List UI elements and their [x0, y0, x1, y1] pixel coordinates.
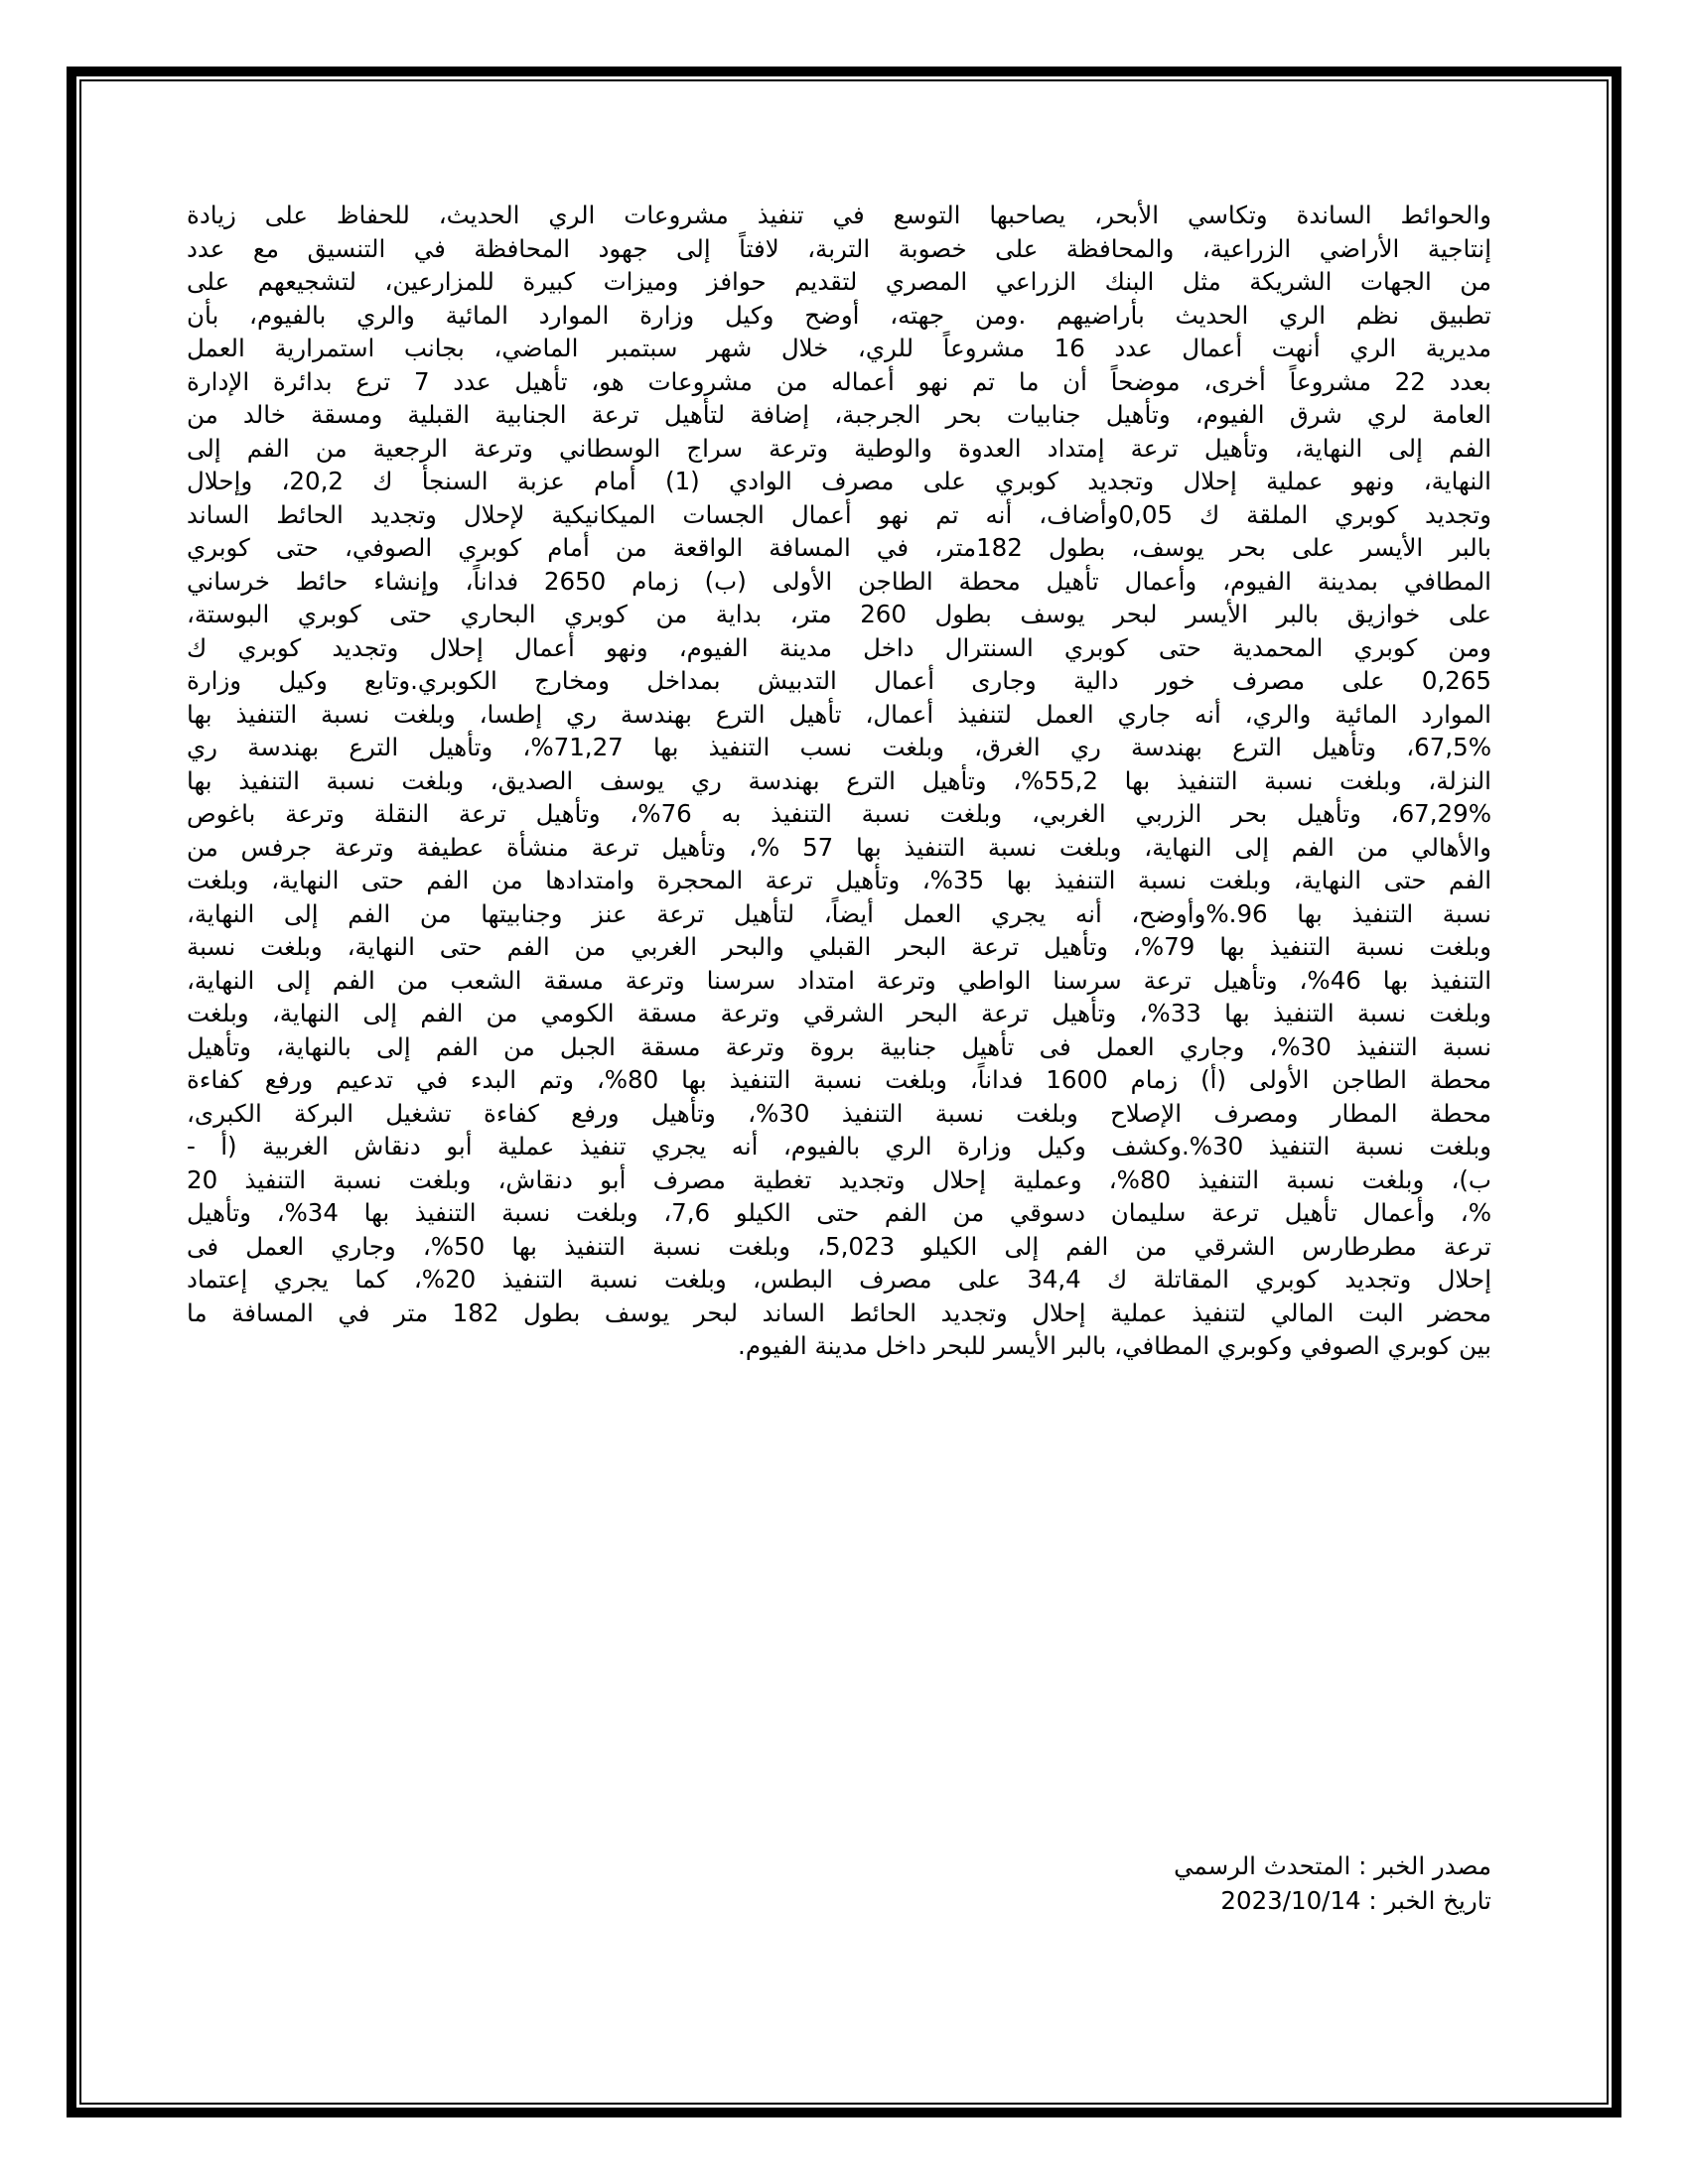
body-line: النزلة، وبلغت نسبة التنفيذ بها 55,2%، وتأهيل الترع بهندسة ري يوسف الصديق، وبلغت نسبة التنفيذ بها — [187, 765, 1491, 795]
body-line: إنتاجية الأراضي الزراعية، والمحافظة على خصوبة التربة، لافتاً إلى جهود المحافظة في التنسيق مع عدد — [187, 233, 1491, 263]
news-source: مصدر الخبر : المتحدث الرسمي — [1174, 1851, 1491, 1880]
body-line: ترعة مطرطارس الشرقي من الفم إلى الكيلو 5,023، وبلغت نسبة التنفيذ بها 50%، وجاري العمل فى — [187, 1231, 1491, 1261]
body-line: وبلغت نسبة التنفيذ 30%.وكشف وكيل وزارة الري بالفيوم، أنه يجري تنفيذ عملية أبو دنقاش الغربية (أ - — [187, 1132, 1491, 1160]
body-line: التنفيذ بها 46%، وتأهيل ترعة سرسنا الواطي وترعة امتداد سرسنا وترعة مسقة الشعب من الفم إلى النهاية، — [187, 965, 1492, 995]
body-line: والأهالي من الفم إلى النهاية، وبلغت نسبة التنفيذ بها 57 %، وتأهيل ترعة منشأة عطيفة وترعة جرفس من — [187, 832, 1491, 862]
body-line: إحلال وتجديد كوبري المقاتلة ك 34,4 على مصرف البطس، وبلغت نسبة التنفيذ 20%، كما يجري إعتماد — [187, 1265, 1492, 1294]
body-line: 67,29%، وتأهيل بحر الزربي الغربي، وبلغت نسبة التنفيذ به 76%، وتأهيل ترعة النقلة وترعة باغوص — [187, 799, 1491, 828]
body-line: محطة الطاجن الأولى (أ) زمام 1600 فداناً، وبلغت نسبة التنفيذ بها 80%، وتم البدء في تدعيم ورفع كفاءة — [187, 1065, 1492, 1094]
body-line: الفم إلى النهاية، وتأهيل ترعة إمتداد العدوة والوطية وترعة سراج الوسطاني وترعة الرجعية من الفم إلى — [187, 433, 1491, 463]
body-line: محطة المطار ومصرف الإصلاح وبلغت نسبة التنفيذ 30%، وتأهيل ورفع كفاءة تشغيل البركة الكبرى، — [187, 1098, 1491, 1128]
body-line: الموارد المائية والري، أنه جاري العمل لتنفيذ أعمال، تأهيل الترع بهندسة ري إطسا، وبلغت نسبة التنفيذ بها — [187, 699, 1491, 729]
body-line: تطبيق نظم الري الحديث بأراضيهم .ومن جهته، أوضح وكيل وزارة الموارد المائية والري بالفيوم، بأن — [187, 300, 1491, 330]
body-line: 0,265 على مصرف خور دالية وجارى أعمال التدبيش بمداخل ومخارج الكوبري.وتابع وكيل وزارة — [187, 666, 1491, 695]
body-line: وبلغت نسبة التنفيذ بها 33%، وتأهيل ترعة البحر الشرقي وترعة مسقة الكومي من الفم إلى النهاية، وبلغت — [187, 999, 1491, 1027]
body-line: %، وأعمال تأهيل ترعة سليمان دسوقي من الفم حتى الكيلو 7,6، وبلغت نسبة التنفيذ بها 34%، وتأهيل — [187, 1198, 1491, 1227]
body-line: بين كوبري الصوفي وكوبري المطافي، بالبر الأيسر للبحر داخل مدينة الفيوم. — [738, 1331, 1491, 1360]
body-line: العامة لري شرق الفيوم، وتأهيل جنابيات بحر الجرجبة، إضافة لتأهيل ترعة الجنابية القبلية ومسقة خالد من — [187, 400, 1491, 429]
body-line: وتجديد كوبري الملقة ك 0,05وأضاف، أنه تم نهو أعمال الجسات الميكانيكية لإحلال وتجديد الحائط الساند — [187, 499, 1491, 529]
article-footer — [1092, 1848, 1491, 1918]
body-line: نسبة التنفيذ 30%، وجاري العمل فى تأهيل جنابية بروة وترعة مسقة الجبل من الفم إلى بالنهاية، وتأهيل — [187, 1031, 1492, 1061]
body-line: مديرية الري أنهت أعمال عدد 16 مشروعاً للري، خلال شهر سبتمبر الماضي، بجانب استمرارية العمل — [187, 334, 1492, 362]
body-line: 67,5%، وتأهيل الترع بهندسة ري الغرق، وبلغت نسب التنفيذ بها 71,27%، وتأهيل الترع بهندسة ري — [187, 733, 1491, 761]
body-line: ب)، وبلغت نسبة التنفيذ 80%، وعملية إحلال وتجديد تغطية مصرف أبو دنقاش، وبلغت نسبة التنفيذ 20 — [187, 1164, 1492, 1194]
body-line: وبلغت نسبة التنفيذ بها 79%، وتأهيل ترعة البحر القبلي والبحر الغربي من الفم حتى النهاية، وبلغت نسبة — [187, 932, 1492, 961]
body-line: نسبة التنفيذ بها 96.%وأوضح، أنه يجري العمل أيضاً، لتأهيل ترعة عنز وجنابيتها من الفم إلى النهاية، — [187, 898, 1492, 928]
body-line: بعدد 22 مشروعاً أخرى، موضحاً أن ما تم نهو أعماله من مشروعات هو، تأهيل عدد 7 ترع بدائرة الإدارة — [187, 366, 1491, 396]
body-line: الفم حتى النهاية، وبلغت نسبة التنفيذ بها 35%، وتأهيل ترعة المحجرة وامتدادها من الفم حتى النهاية، وبلغت — [187, 866, 1491, 894]
body-line: محضر البت المالي لتنفيذ عملية إحلال وتجديد الحائط الساند لبحر يوسف بطول 182 متر في المسافة ما — [187, 1297, 1491, 1327]
article-body — [187, 199, 1491, 1363]
body-line: النهاية، ونهو عملية إحلال وتجديد كوبري على مصرف الوادي (1) أمام عزبة السنجأ ك 20,2، وإحلال — [187, 467, 1491, 495]
body-line: من الجهات الشريكة مثل البنك الزراعي المصري لتقديم حوافز وميزات كبيرة للمزارعين، لتشجيعهم على — [187, 267, 1491, 296]
body-line: والحوائط الساندة وتكاسي الأبحر، يصاحبها التوسع في تنفيذ مشروعات الري الحديث، للحفاظ على زيادة — [187, 201, 1491, 229]
body-line: على خوازيق بالبر الأيسر لبحر يوسف بطول 260 متر، بداية من كوبري البحاري حتى كوبري البوستة، — [187, 600, 1491, 628]
body-line: ومن كوبري المحمدية حتى كوبري السنترال داخل مدينة الفيوم، ونهو أعمال إحلال وتجديد كوبري ك — [187, 632, 1491, 662]
body-line: المطافي بمدينة الفيوم، وأعمال تأهيل محطة الطاجن الأولى (ب) زمام 2650 فداناً، وإنشاء حائط خرساني — [187, 566, 1491, 596]
body-line: بالبر الأيسر على بحر يوسف، بطول 182متر، في المسافة الواقعة من أمام كوبري الصوفي، حتى كوبري — [187, 533, 1491, 562]
news-date: تاريخ الخبر : 2023/10/14 — [1220, 1886, 1491, 1915]
